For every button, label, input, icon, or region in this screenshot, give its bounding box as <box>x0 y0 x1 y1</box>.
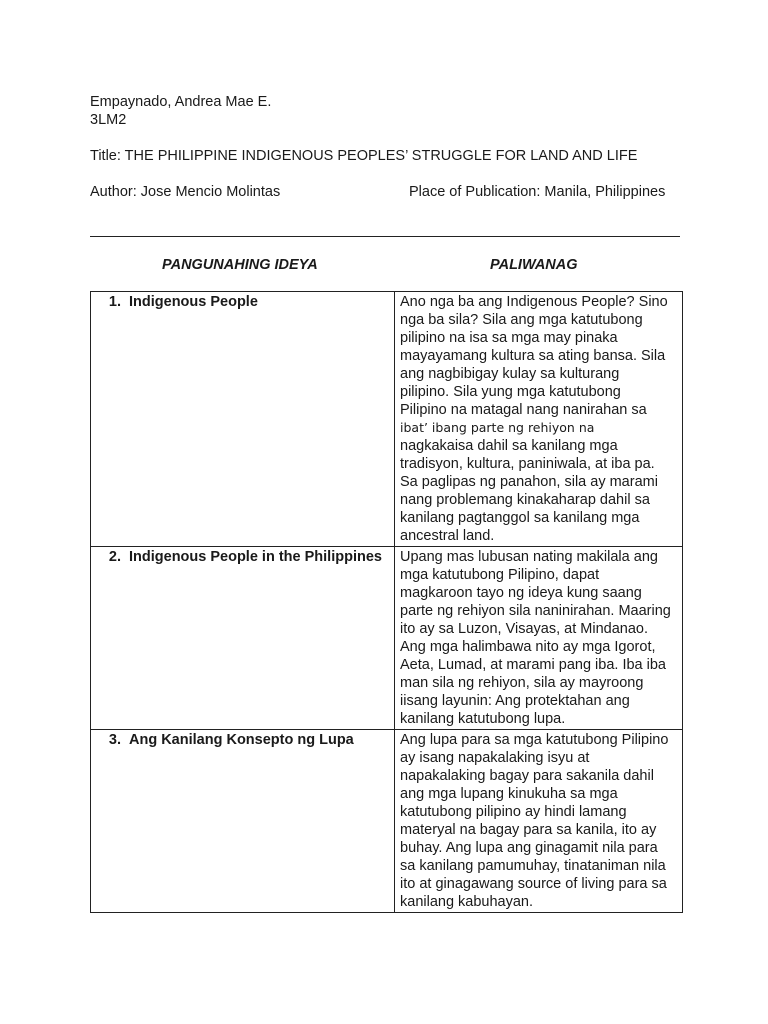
table-row <box>91 547 683 730</box>
explanation-line: napakalaking bagay para sakanila dahil <box>400 768 654 784</box>
row-number: 2. <box>108 549 121 565</box>
idea-cell <box>91 730 395 913</box>
explanation-line: kanilang pagtanggol sa kanilang mga <box>400 510 640 526</box>
author-line <box>90 183 280 201</box>
explanation-line: ang nagbibigay kulay sa kulturang <box>400 366 620 382</box>
explanation-line: iisang layunin: Ang protektahan ang <box>400 693 630 709</box>
explanation-line: Ang lupa para sa mga katutubong Pilipino <box>400 732 669 748</box>
explanation-line: mayayamang kultura sa ating bansa. Sila <box>400 348 666 364</box>
ideas-table <box>90 291 683 913</box>
title-label: Title: <box>90 148 121 164</box>
explanation-line: buhay. Ang lupa ang ginagamit nila para <box>400 840 658 856</box>
explanation-line: tradisyon, kultura, paniniwala, at iba pa. <box>400 456 655 472</box>
column-header-idea: PANGUNAHING IDEYA <box>162 257 318 273</box>
explanation-line: kanilang kabuhayan. <box>400 894 534 910</box>
idea-cell <box>91 292 395 547</box>
explanation-line: katutubong pilipino ay hindi lamang <box>400 804 627 820</box>
explanation-line: mga katutubong Pilipino, dapat <box>400 567 600 583</box>
explanation-line: Ano nga ba ang Indigenous People? Sino <box>400 294 668 310</box>
explanation-line: materyal na bagay para sa kanila, ito ay <box>400 822 657 838</box>
explanation-line: man sila ng rehiyon, sila ay mayroong <box>400 675 644 691</box>
explanation-cell <box>395 547 683 730</box>
idea-text: Indigenous People <box>129 294 258 310</box>
explanation-line: Aeta, Lumad, at marami pang iba. Iba iba <box>400 657 666 673</box>
idea-cell <box>91 547 395 730</box>
table-row <box>91 730 683 913</box>
explanation-line: ang mga lupang kinukuha sa mga <box>400 786 618 802</box>
explanation-line: Pilipino na matagal nang nanirahan sa <box>400 402 647 418</box>
explanation-line: Ang mga halimbawa nito ay mga Igorot, <box>400 639 656 655</box>
explanation-line: ibat’ ibang parte ng rehiyon na <box>400 420 595 435</box>
student-name: Empaynado, Andrea Mae E. <box>90 94 272 110</box>
explanation-cell <box>395 292 683 547</box>
author-value: Jose Mencio Molintas <box>140 184 281 200</box>
title-value: THE PHILIPPINE INDIGENOUS PEOPLES’ STRUGGLE FOR LAND AND LIFE <box>124 148 638 164</box>
row-number: 3. <box>108 732 121 748</box>
horizontal-divider <box>90 236 680 237</box>
explanation-line: nga ba sila? Sila ang mga katutubong <box>400 312 643 328</box>
explanation-line: sa kanilang pamumuhay, tinataniman nila <box>400 858 666 874</box>
row-number: 1. <box>108 294 121 310</box>
explanation-line: Upang mas lubusan nating makilala ang <box>400 549 658 565</box>
explanation-line: pilipino. Sila yung mga katutubong <box>400 384 621 400</box>
place-label: Place of Publication: <box>409 184 541 200</box>
explanation-line: ito ay sa Luzon, Visayas, at Mindanao. <box>400 621 648 637</box>
author-label: Author: <box>90 184 137 200</box>
student-section: 3LM2 <box>90 112 127 128</box>
place-line <box>409 183 665 201</box>
explanation-line: ay isang napakalaking isyu at <box>400 750 590 766</box>
explanation-line: magkaroon tayo ng ideya kung saang <box>400 585 642 601</box>
idea-text: Indigenous People in the Philippines <box>129 549 382 565</box>
column-header-explanation: PALIWANAG <box>490 257 578 273</box>
explanation-line: Sa paglipas ng panahon, sila ay marami <box>400 474 658 490</box>
explanation-line: ito at ginagawang source of living para sa <box>400 876 667 892</box>
explanation-cell <box>395 730 683 913</box>
table-row <box>91 292 683 547</box>
explanation-line: parte ng rehiyon sila naninirahan. Maaring <box>400 603 671 619</box>
explanation-line: kanilang katutubong lupa. <box>400 711 566 727</box>
idea-text: Ang Kanilang Konsepto ng Lupa <box>129 732 354 748</box>
explanation-line: pilipino na isa sa mga may pinaka <box>400 330 618 346</box>
explanation-line: nagkakaisa dahil sa kanilang mga <box>400 438 618 454</box>
explanation-line: ancestral land. <box>400 528 495 544</box>
place-value: Manila, Philippines <box>544 184 666 200</box>
title-line <box>90 147 637 165</box>
explanation-line: nang problemang kinakaharap dahil sa <box>400 492 650 508</box>
